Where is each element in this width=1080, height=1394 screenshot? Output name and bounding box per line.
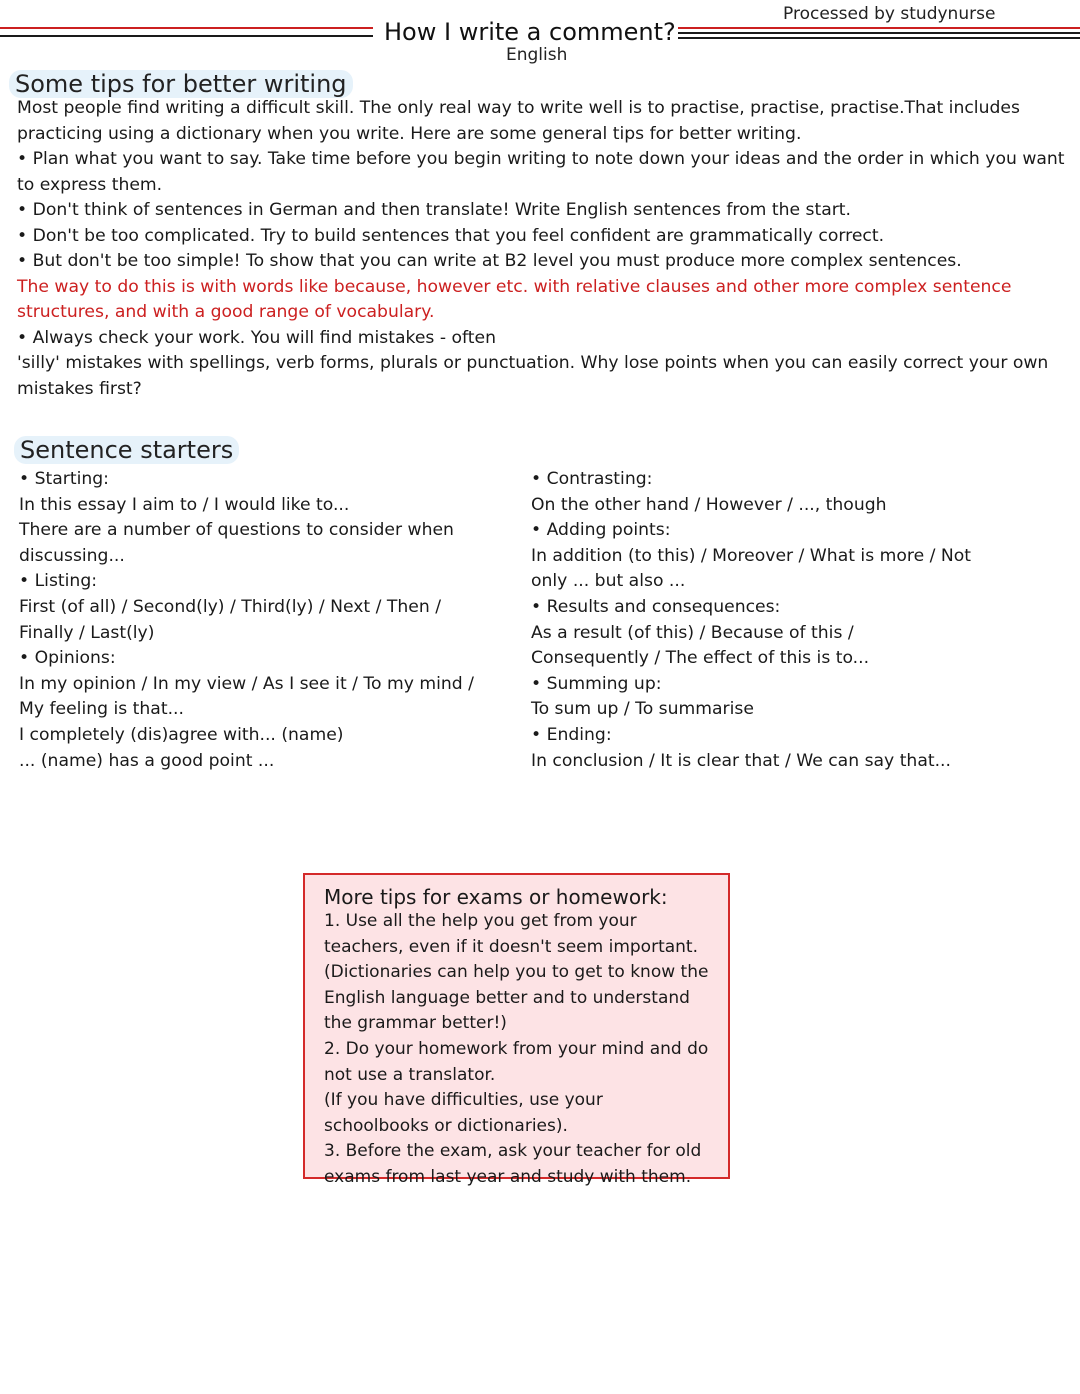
- exam-tip-line: 3. Before the exam, ask your teacher for old exams from last year and study with them.: [324, 1141, 702, 1187]
- processed-by-label: Processed by studynurse: [783, 4, 996, 24]
- tip-check: • Always check your work. You will find mistakes - often: [17, 327, 496, 348]
- starter-heading-listing: • Listing:: [19, 571, 98, 592]
- starter-heading-opinions: • Opinions:: [19, 648, 116, 669]
- tip-complicated: • Don't be too complicated. Try to build sentences that you feel confident are grammatically correct.: [17, 225, 885, 246]
- starter-item: In conclusion / It is clear that / We can say that...: [531, 750, 951, 771]
- exam-tips-title: More tips for exams or homework:: [324, 885, 668, 909]
- starter-item: I completely (dis)agree with... (name): [19, 724, 344, 745]
- header-line-right-black: [678, 32, 1080, 34]
- starter-item: In my opinion / In my view / As I see it / To my mind / My feeling is that...: [19, 673, 474, 720]
- tips-body: [17, 96, 1075, 402]
- starter-item: ... (name) has a good point ...: [19, 750, 275, 771]
- page-title: How I write a comment?: [384, 18, 676, 46]
- starters-left-column: [19, 467, 499, 774]
- tip-simple: • But don't be too simple! To show that you can write at B2 level you must produce more complex sentences.: [17, 251, 962, 271]
- starter-item: On the other hand / However / ..., though: [531, 494, 887, 515]
- tip-highlight: The way to do this is with words like because, however etc. with relative clauses and other more complex sentence structures, and with a good range of vocabulary.: [17, 276, 1012, 322]
- starter-item: There are a number of questions to consider when discussing...: [19, 520, 454, 566]
- starter-heading-starting: • Starting:: [19, 469, 109, 489]
- tip-german: • Don't think of sentences in German and then translate! Write English sentences from the start.: [17, 200, 851, 220]
- starter-heading-ending: • Ending:: [531, 724, 612, 745]
- tip-mistakes: 'silly' mistakes with spellings, verb forms, plurals or punctuation. Why lose points when you can easily correct your own mistakes first?: [17, 353, 1049, 399]
- starter-item: In addition (to this) / Moreover / What is more / Not only ... but also ...: [531, 545, 971, 592]
- header-line-right-red: [678, 27, 1080, 29]
- starter-heading-results: • Results and consequences:: [531, 596, 781, 617]
- tip-plan: • Plan what you want to say. Take time before you begin writing to note down your ideas and the order in which you want to express them.: [17, 149, 1065, 195]
- starter-item: First (of all) / Second(ly) / Third(ly) / Next / Then / Finally / Last(ly): [19, 596, 441, 643]
- tips-heading: Some tips for better writing: [9, 70, 353, 98]
- starter-item: To sum up / To summarise: [531, 699, 754, 720]
- header-line-right-black-2: [678, 37, 1080, 39]
- starters-heading: Sentence starters: [14, 436, 239, 464]
- starter-heading-summing: • Summing up:: [531, 673, 662, 694]
- header-line-left-black: [0, 35, 373, 37]
- exam-tip-line: (If you have difficulties, use your schoolbooks or dictionaries).: [324, 1090, 603, 1136]
- tips-intro: Most people find writing a difficult skill. The only real way to write well is to practise, practise, practise.That includes practicing using a dictionary when you write. Here are some general tips for better writing.: [17, 98, 1020, 144]
- exam-tips-box: [303, 873, 730, 1187]
- exam-tip-line: 2. Do your homework from your mind and do not use a translator.: [324, 1038, 709, 1085]
- starter-heading-adding: • Adding points:: [531, 520, 671, 541]
- header-line-left-red: [0, 27, 373, 29]
- subject-label: English: [506, 45, 568, 65]
- exam-tip-line: (Dictionaries can help you to get to know the English language better and to understand the grammar better!): [324, 962, 709, 1034]
- starters-right-column: [531, 467, 976, 774]
- starter-item: In this essay I aim to / I would like to...: [19, 494, 350, 515]
- starter-heading-contrasting: • Contrasting:: [531, 469, 653, 489]
- exam-tip-line: 1. Use all the help you get from your teachers, even if it doesn't seem important.: [324, 911, 698, 957]
- starter-item: As a result (of this) / Because of this / Consequently / The effect of this is to...: [531, 622, 870, 669]
